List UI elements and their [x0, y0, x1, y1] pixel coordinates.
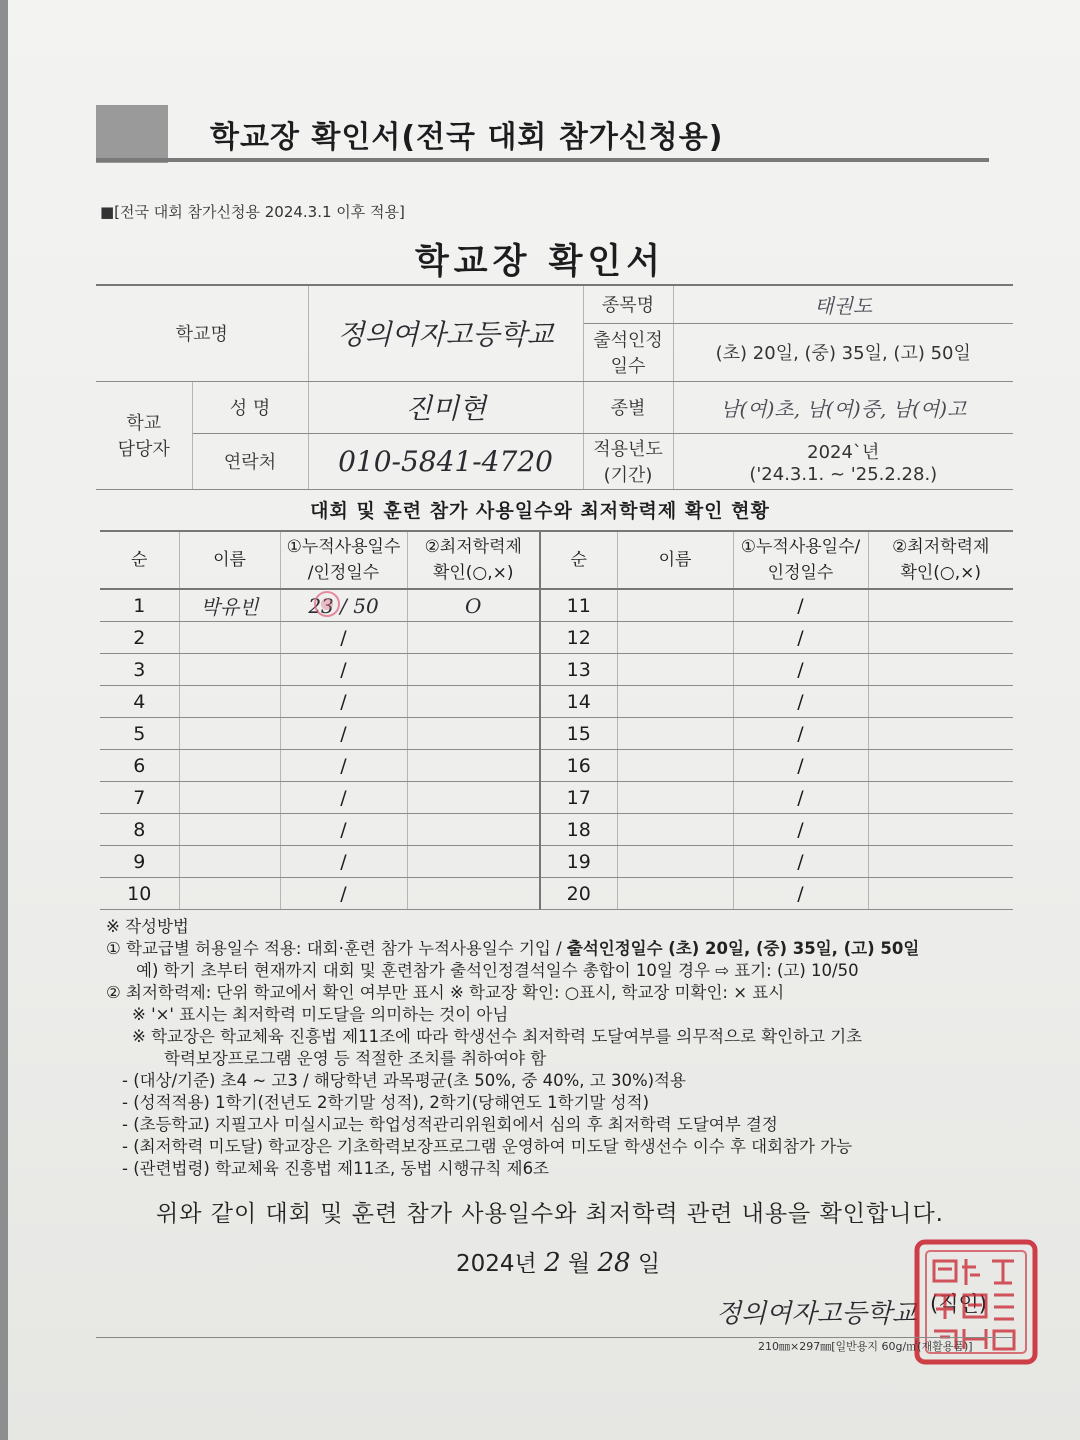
row-no: 2 [100, 622, 179, 654]
header-rule [96, 158, 989, 162]
row-check [868, 846, 1013, 878]
row-no: 3 [100, 654, 179, 686]
method-line-4: ※ '×' 표시는 최저학력 미도달을 의미하는 것이 아님 [132, 1005, 509, 1024]
contact-value: 010-5841-4720 [308, 433, 583, 489]
staff-label: 학교 담당자 [96, 381, 192, 489]
confirmation-text: 위와 같이 대회 및 훈련 참가 사용일수와 최저학력 관련 내용을 확인합니다. [156, 1201, 944, 1227]
col-min-left: ②최저학력제 확인(○,×) [407, 531, 540, 589]
row-no: 6 [100, 750, 179, 782]
row-days: / [733, 654, 868, 686]
row-days: / [280, 750, 407, 782]
row-days: / [733, 846, 868, 878]
row-name [617, 654, 733, 686]
row-days: / [280, 846, 407, 878]
row-days: / [733, 878, 868, 910]
status-title: 대회 및 훈련 참가 사용일수와 최저학력제 확인 현황 [310, 500, 770, 522]
method-line-6: 학력보장프로그램 운영 등 적절한 조치를 취하여야 함 [164, 1049, 547, 1068]
row-days: / [280, 878, 407, 910]
row-days: 23 / 50 [280, 589, 407, 622]
method-line-5: ※ 학교장은 학교체육 진흥법 제11조에 따라 학생선수 최저학력 도달여부를 의무적으로 확인하고 기초 [132, 1027, 863, 1046]
row-check [868, 750, 1013, 782]
col-no-left: 순 [100, 531, 179, 589]
official-seal-label: (직인) [930, 1292, 987, 1316]
name-label: 성 명 [192, 381, 308, 433]
gender-label: 종별 [583, 381, 673, 433]
row-check [407, 718, 540, 750]
row-no: 19 [540, 846, 617, 878]
school-value: 정의여자고등학교 [308, 285, 583, 381]
row-check: O [407, 589, 540, 622]
row-no: 4 [100, 686, 179, 718]
table-row [100, 654, 1013, 686]
row-no: 1 [100, 589, 179, 622]
school-signature: 정의여자고등학교 [716, 1299, 917, 1329]
row-name [617, 750, 733, 782]
row-no: 8 [100, 814, 179, 846]
row-days: / [733, 686, 868, 718]
row-name [617, 814, 733, 846]
school-label: 학교명 [96, 285, 308, 381]
row-no: 14 [540, 686, 617, 718]
row-name [179, 686, 280, 718]
method-line-1: ① 학교급별 허용일수 적용: 대회·훈련 참가 누적사용일수 기입 / 출석인정일수 (초) 20일, (중) 35일, (고) 50일 [106, 939, 920, 958]
contact-label: 연락처 [192, 433, 308, 489]
row-days: / [280, 686, 407, 718]
row-name [617, 718, 733, 750]
row-check [407, 846, 540, 878]
name-value: 진미현 [308, 381, 583, 433]
row-days: / [733, 622, 868, 654]
row-check [868, 622, 1013, 654]
attendance-label: 출석인정 일수 [583, 323, 673, 381]
row-check [407, 622, 540, 654]
method-heading: ※ 작성방법 [106, 917, 189, 936]
row-check [407, 750, 540, 782]
col-days-left: ①누적사용일수 /인정일수 [280, 531, 407, 589]
gender-value: 남(여)초, 남(여)중, 남(여)고 [673, 381, 1013, 433]
row-name [617, 782, 733, 814]
year-label: 적용년도 (기간) [583, 433, 673, 489]
row-name [617, 622, 733, 654]
attendance-value: (초) 20일, (중) 35일, (고) 50일 [673, 323, 1013, 381]
row-days: / [733, 718, 868, 750]
row-name [617, 589, 733, 622]
row-no: 13 [540, 654, 617, 686]
method-line-8: - (성적적용) 1학기(전년도 2학기말 성적), 2학기(당해연도 1학기말 성적) [122, 1093, 650, 1112]
table-row [100, 878, 1013, 910]
row-name [617, 878, 733, 910]
event-value: 태권도 [673, 285, 1013, 323]
method-line-10: - (최저학력 미도달) 학교장은 기초학력보장프로그램 운영하여 미도달 학생선수 이수 후 대회참가 가능 [122, 1137, 853, 1156]
row-no: 11 [540, 589, 617, 622]
row-no: 17 [540, 782, 617, 814]
method-line-3: ② 최저학력제: 단위 학교에서 확인 여부만 표시 ※ 학교장 확인: ○표시, 학교장 미확인: × 표시 [106, 983, 785, 1002]
row-no: 16 [540, 750, 617, 782]
row-name [179, 782, 280, 814]
row-check [868, 878, 1013, 910]
row-days: / [733, 750, 868, 782]
form-header-title: 학교장 확인서(전국 대회 참가신청용) [210, 120, 724, 155]
table-row [100, 589, 1013, 622]
row-name [179, 654, 280, 686]
table-row [100, 622, 1013, 654]
event-label: 종목명 [583, 285, 673, 323]
paper-spec: 210㎜×297㎜[일반용지 60g/㎡(재활용품)] [758, 1340, 973, 1353]
row-no: 9 [100, 846, 179, 878]
row-check [868, 814, 1013, 846]
col-name-left: 이름 [179, 531, 280, 589]
row-check [407, 878, 540, 910]
method-line-2: 예) 학기 초부터 현재까지 대회 및 훈련참가 출석인정결석일수 총합이 10일 경우 ⇨ 표기: (고) 10/50 [136, 961, 859, 980]
header-gray-block [96, 105, 168, 163]
status-table [100, 530, 1013, 910]
row-check [868, 654, 1013, 686]
row-no: 10 [100, 878, 179, 910]
row-check [868, 718, 1013, 750]
col-name-right: 이름 [617, 531, 733, 589]
row-check [407, 814, 540, 846]
row-name: 박유빈 [179, 589, 280, 622]
row-no: 18 [540, 814, 617, 846]
row-days: / [280, 622, 407, 654]
row-name [179, 750, 280, 782]
row-no: 15 [540, 718, 617, 750]
row-name [179, 846, 280, 878]
row-check [868, 589, 1013, 622]
form-notice: ■[전국 대회 참가신청용 2024.3.1 이후 적용] [100, 203, 405, 221]
row-name [179, 814, 280, 846]
row-check [868, 686, 1013, 718]
col-min-right: ②최저학력제 확인(○,×) [868, 531, 1013, 589]
method-line-7: - (대상/기준) 초4 ~ 고3 / 해당학년 과목평균(초 50%, 중 40%, 고 30%)적용 [122, 1071, 686, 1090]
row-days: / [280, 782, 407, 814]
table-row [100, 750, 1013, 782]
row-name [617, 846, 733, 878]
writing-method [106, 916, 1018, 1180]
row-no: 20 [540, 878, 617, 910]
row-days: / [733, 814, 868, 846]
table-row [100, 782, 1013, 814]
method-line-9: - (초등학교) 지필고사 미실시교는 학업성적관리위원회에서 심의 후 최저학력 도달여부 결정 [122, 1115, 778, 1134]
row-no: 5 [100, 718, 179, 750]
year-value: 2024`년 ('24.3.1. ~ '25.2.28.) [673, 433, 1013, 489]
row-days: / [280, 654, 407, 686]
table-row [100, 718, 1013, 750]
pink-stamp-icon [312, 590, 342, 618]
row-check [407, 686, 540, 718]
row-days: / [280, 814, 407, 846]
main-title: 학교장 확인서 [414, 242, 666, 282]
method-line-11: - (관련법령) 학교체육 진흥법 제11조, 동법 시행규칙 제6조 [122, 1159, 549, 1178]
confirmation-date: 2024년 2 월 28 일 [456, 1248, 661, 1278]
col-no-right: 순 [540, 531, 617, 589]
row-name [179, 878, 280, 910]
row-days: / [280, 718, 407, 750]
row-days: / [733, 782, 868, 814]
row-name [617, 686, 733, 718]
table-row [100, 814, 1013, 846]
row-name [179, 622, 280, 654]
row-check [407, 654, 540, 686]
info-table [96, 284, 1013, 490]
col-days-right: ①누적사용일수/ 인정일수 [733, 531, 868, 589]
table-row [100, 686, 1013, 718]
row-no: 12 [540, 622, 617, 654]
row-days: / [733, 589, 868, 622]
row-name [179, 718, 280, 750]
row-check [407, 782, 540, 814]
table-row [100, 846, 1013, 878]
row-no: 7 [100, 782, 179, 814]
row-check [868, 782, 1013, 814]
